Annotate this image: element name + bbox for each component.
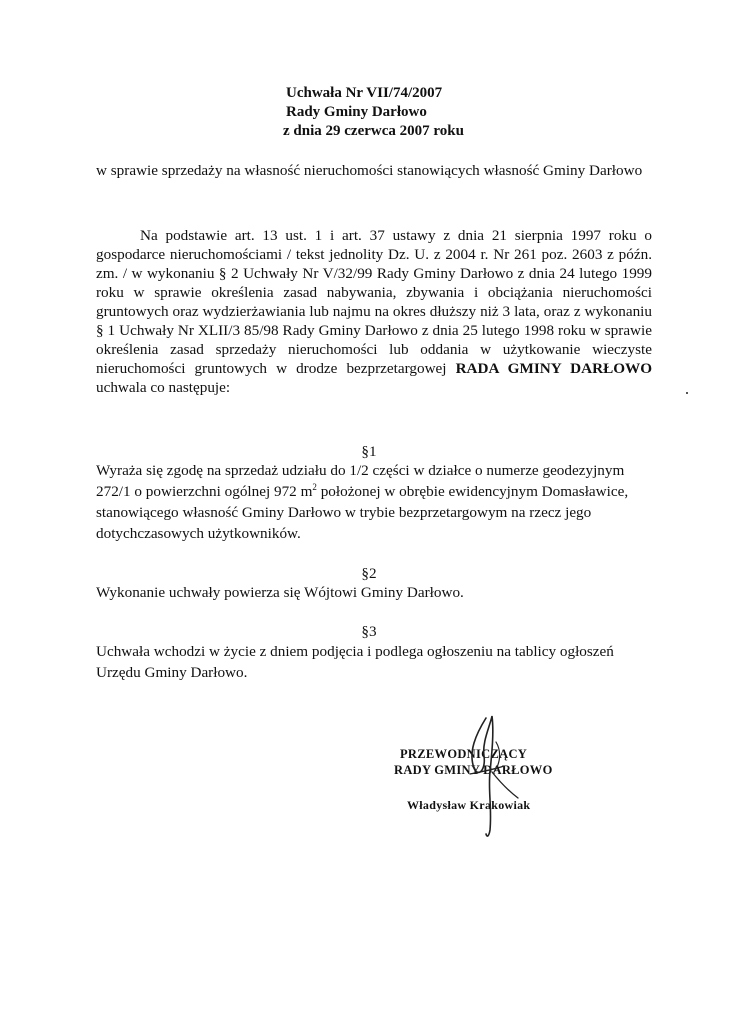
legal-basis-paragraph [96,226,652,397]
stamp-title: PRZEWODNICZĄCY [400,747,528,761]
section-2-mark: §2 [361,565,377,582]
stamp-person-name: Władysław Krakowiak [407,798,531,812]
resolution-date: z dnia 29 czerwca 2007 roku [283,123,464,139]
section-1-text [96,460,656,544]
section-3-text: Uchwała wchodzi w życie z dniem podjęcia i podlega ogłoszeniu na tablicy ogłoszeń Urzędu Gminy Darłowo. [96,643,614,681]
area-unit-superscript: 2 [312,482,317,492]
stray-dot [686,392,688,394]
resolution-heading [283,84,464,141]
section-1-text-rest: położonej w obrębie ewidencyjnym Domasławice, stanowiącego własność Gminy Darłowo w trybie bezprzetargowym na rzecz jego dotychczasowych użytkowników. [96,483,629,542]
section-1-text-part: Wyraża się zgodę na sprzedaż udziału do 1/2 części w działce o numerze geodezyjnym 272/1 o powierzchni ogólnej 972 m [96,462,625,500]
section-1-mark: §1 [361,443,377,460]
section-2-text: Wykonanie uchwały powierza się Wójtowi Gminy Darłowo. [96,584,464,601]
council-name: Rady Gminy Darłowo [286,104,427,120]
section-3-mark: §3 [361,623,377,640]
resolution-subject: w sprawie sprzedaży na własność nieruchomości stanowiących własność Gminy Darłowo [96,162,643,179]
stamp-council: RADY GMINY DARŁOWO [394,763,553,777]
handwritten-signature [440,712,560,842]
legal-basis-text: Na podstawie art. 13 ust. 1 i art. 37 ustawy z dnia 21 sierpnia 1997 roku o gospodarce nieruchomościami / tekst jednolity Dz. U. z 2004 r. Nr 261 poz. 2603 z późn. zm. / w wykonaniu § 2 Uchwały Nr V/32/99 Rady Gminy Darłowo z dnia 24 lutego 1999 roku w sprawie określenia zasad nabywania, zbywania i obciążania nieruchomości gruntowych oraz wydzierżawiania lub najmu na okres dłuższy niż 3 lata, oraz z wykonaniu § 1 Uchwały Nr XLII/3 85/98 Rady Gminy Darłowo z dnia 25 lutego 1998 roku w sprawie określenia zasad sprzedaży nieruchomości lub oddania w użytkowanie wieczyste nieruchomości gruntowych w drodze bezprzetargowej [96,227,652,377]
legal-basis-tail: uchwala co następuje: [96,379,231,396]
council-bold-name: RADA GMINY DARŁOWO [455,360,653,377]
resolution-number: Uchwała Nr VII/74/2007 [286,85,443,101]
